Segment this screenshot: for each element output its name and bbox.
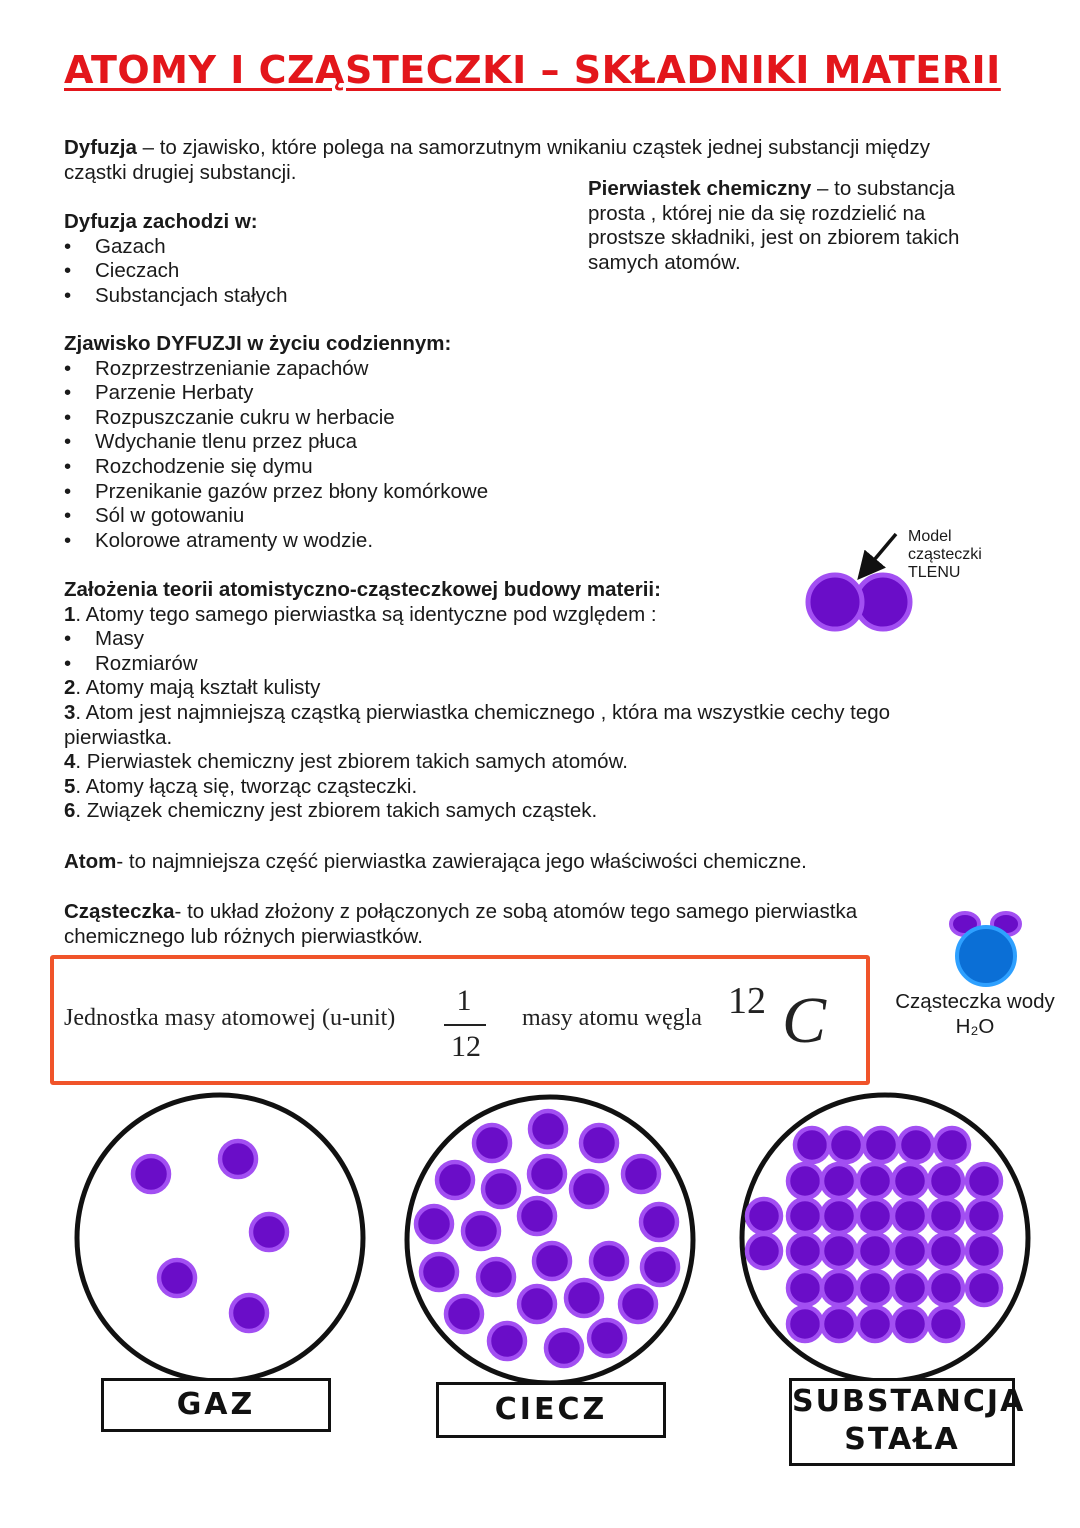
oxygen-atom-icon (957, 927, 1015, 985)
point-text: . Pierwiastek chemiczny jest zbiorem takich samych atomów. (75, 750, 628, 774)
particle-icon (421, 1254, 457, 1290)
particle-icon (967, 1271, 1001, 1305)
list-item: • Masy (64, 627, 890, 652)
label-ciecz: CIECZ (436, 1382, 666, 1438)
oxygen-caption-line3: TLENU (908, 564, 961, 581)
carbon-mass-number: 12 (728, 980, 766, 1022)
particle-icon (437, 1162, 473, 1198)
particle-icon (747, 1199, 781, 1233)
particle-icon (519, 1198, 555, 1234)
point-number: 5 (64, 774, 76, 798)
particle-icon (893, 1234, 927, 1268)
atom-text: - to najmniejsza część pierwiastka zawierająca jego właściwości chemiczne. (116, 850, 807, 873)
label-gaz: GAZ (101, 1378, 331, 1432)
particle-icon (416, 1206, 452, 1242)
particle-icon (620, 1286, 656, 1322)
water-molecule-model (940, 905, 1030, 990)
carbon-symbol: C (782, 984, 827, 1057)
oxygen-caption (908, 528, 982, 582)
particle-icon (483, 1171, 519, 1207)
list-item: • Rozchodzenie się dymu (64, 455, 488, 480)
states-diagram (0, 1085, 1080, 1385)
list-item: • Rozprzestrzenianie zapachów (64, 357, 488, 382)
particle-icon (929, 1234, 963, 1268)
particle-icon (489, 1323, 525, 1359)
particle-icon (858, 1199, 892, 1233)
particle-icon (446, 1296, 482, 1332)
list-item: • Kolorowe atramenty w wodzie. (64, 529, 488, 554)
oxygen-caption-line1: Model (908, 528, 952, 545)
particle-icon (788, 1164, 822, 1198)
particle-icon (530, 1111, 566, 1147)
particle-icon (571, 1171, 607, 1207)
pierwiastek-definition (588, 177, 959, 275)
particle-icon (967, 1199, 1001, 1233)
zachodzi-section (64, 210, 288, 308)
zycie-heading: Zjawisko DYFUZJI w życiu codziennym: (64, 332, 452, 355)
point-number: 4 (64, 750, 76, 774)
mass-unit-label: Jednostka masy atomowej (u-unit) (64, 1005, 396, 1031)
teoria-section (64, 578, 890, 824)
point-number: 1 (64, 602, 76, 626)
pierwiastek-term: Pierwiastek chemiczny (588, 177, 812, 200)
list-item: • Sól w gotowaniu (64, 504, 488, 529)
particle-icon (220, 1141, 256, 1177)
particle-icon (929, 1307, 963, 1341)
particle-icon (566, 1280, 602, 1316)
particle-icon (463, 1213, 499, 1249)
point-text: . Atomy łączą się, tworząc cząsteczki. (75, 774, 418, 798)
particle-icon (822, 1199, 856, 1233)
particle-icon (519, 1286, 555, 1322)
particle-icon (822, 1234, 856, 1268)
particle-icon (478, 1259, 514, 1295)
particle-icon (929, 1271, 963, 1305)
pierwiastek-line2: prosta , której nie da się rozdzielić na (588, 201, 926, 225)
list-item: • Gazach (64, 235, 288, 260)
point-number: 2 (64, 676, 76, 700)
particle-icon (858, 1234, 892, 1268)
list-item: • Parzenie Herbaty (64, 381, 488, 406)
particle-icon (591, 1243, 627, 1279)
particle-icon (935, 1128, 969, 1162)
page-title: ATOMY I CZĄSTECZKI – SKŁADNIKI MATERII (64, 48, 1001, 92)
particle-icon (858, 1164, 892, 1198)
particle-icon (788, 1234, 822, 1268)
particle-icon (159, 1260, 195, 1296)
point-text: . Związek chemiczny jest zbiorem takich samych cząstek. (75, 799, 598, 823)
czasteczka-term: Cząsteczka (64, 900, 175, 923)
particle-icon (231, 1295, 267, 1331)
particle-icon (967, 1234, 1001, 1268)
particle-icon (623, 1156, 659, 1192)
particle-icon (822, 1271, 856, 1305)
mass-unit-mid-text: masy atomu węgla (522, 1005, 702, 1031)
water-caption-line1: Cząsteczka wody (895, 990, 1055, 1013)
point-text: . Atomy mają kształt kulisty (75, 676, 321, 700)
particle-icon (893, 1199, 927, 1233)
particle-icon (641, 1204, 677, 1240)
atom-term: Atom (64, 850, 117, 873)
pierwiastek-line3: prostsze składniki, jest on zbiorem takich (588, 226, 960, 250)
particle-icon (133, 1156, 169, 1192)
particle-icon (899, 1128, 933, 1162)
label-line: SUBSTANCJA (792, 1384, 1026, 1419)
fraction-denominator: 12 (451, 1030, 481, 1063)
fraction-bar (444, 1024, 486, 1026)
particle-icon (822, 1164, 856, 1198)
point-text: . Atom jest najmniejszą cząstką pierwiastka chemicznego , która ma wszystkie cechy tego (75, 700, 891, 724)
dyfuzja-term: Dyfuzja (64, 136, 137, 159)
fraction-numerator: 1 (456, 984, 472, 1017)
particle-icon (929, 1164, 963, 1198)
point-text: . Atomy tego samego pierwiastka są identyczne pod względem : (75, 602, 657, 626)
pierwiastek-line1: – to substancja (811, 177, 955, 200)
oxygen-caption-line2: cząsteczki (908, 546, 982, 563)
zycie-list (64, 357, 488, 554)
pierwiastek-line4: samych atomów. (588, 250, 741, 274)
particle-icon (864, 1128, 898, 1162)
point-text: pierwiastka. (64, 725, 173, 749)
particle-icon (893, 1307, 927, 1341)
particle-icon (795, 1128, 829, 1162)
teoria-heading: Założenia teorii atomistyczno-cząsteczkowej budowy materii: (64, 578, 661, 601)
particle-icon (822, 1307, 856, 1341)
dyfuzja-line1: – to zjawisko, które polega na samorzutnym wnikaniu cząstek jednej substancji między (136, 136, 930, 159)
particle-icon (529, 1156, 565, 1192)
particle-icon (788, 1199, 822, 1233)
label-substancja-stala (789, 1378, 1026, 1466)
label-line: STAŁA (844, 1422, 960, 1457)
particle-icon (747, 1234, 781, 1268)
particle-icon (251, 1214, 287, 1250)
point-number: 3 (64, 700, 76, 724)
particle-icon (589, 1320, 625, 1356)
list-item: • Rozpuszczanie cukru w herbacie (64, 406, 488, 431)
czasteczka-text2: chemicznego lub różnych pierwiastków. (64, 924, 423, 948)
czasteczka-text1: - to układ złożony z połączonych ze sobą atomów tego samego pierwiastka (174, 900, 858, 923)
particle-icon (788, 1307, 822, 1341)
gas-container (77, 1095, 363, 1381)
list-item: • Wdychanie tlenu przez płuca (64, 430, 488, 455)
particle-icon (474, 1125, 510, 1161)
point-number: 6 (64, 799, 76, 823)
particle-icon (829, 1128, 863, 1162)
particle-icon (893, 1164, 927, 1198)
list-item: • Cieczach (64, 259, 288, 284)
water-caption-line2: H₂O (955, 1014, 995, 1038)
list-item: • Rozmiarów (64, 652, 890, 677)
list-item: • Przenikanie gazów przez błony komórkowe (64, 480, 488, 505)
particle-icon (788, 1271, 822, 1305)
particle-icon (893, 1271, 927, 1305)
zachodzi-heading: Dyfuzja zachodzi w: (64, 210, 258, 233)
czasteczka-definition (64, 900, 857, 949)
particle-icon (967, 1164, 1001, 1198)
teoria-p1-list (64, 627, 890, 676)
particle-icon (581, 1125, 617, 1161)
water-caption (880, 990, 1070, 1039)
dyfuzja-line2: cząstki drugiej substancji. (64, 160, 297, 184)
zachodzi-list (64, 235, 288, 309)
particle-icon (858, 1307, 892, 1341)
particle-icon (858, 1271, 892, 1305)
particle-icon (546, 1330, 582, 1366)
list-item: • Substancjach stałych (64, 284, 288, 309)
particle-icon (642, 1249, 678, 1285)
atom-definition (64, 850, 807, 875)
particle-icon (534, 1243, 570, 1279)
pointer-arrow-icon (864, 534, 896, 572)
particle-icon (929, 1199, 963, 1233)
zycie-section (64, 332, 488, 553)
